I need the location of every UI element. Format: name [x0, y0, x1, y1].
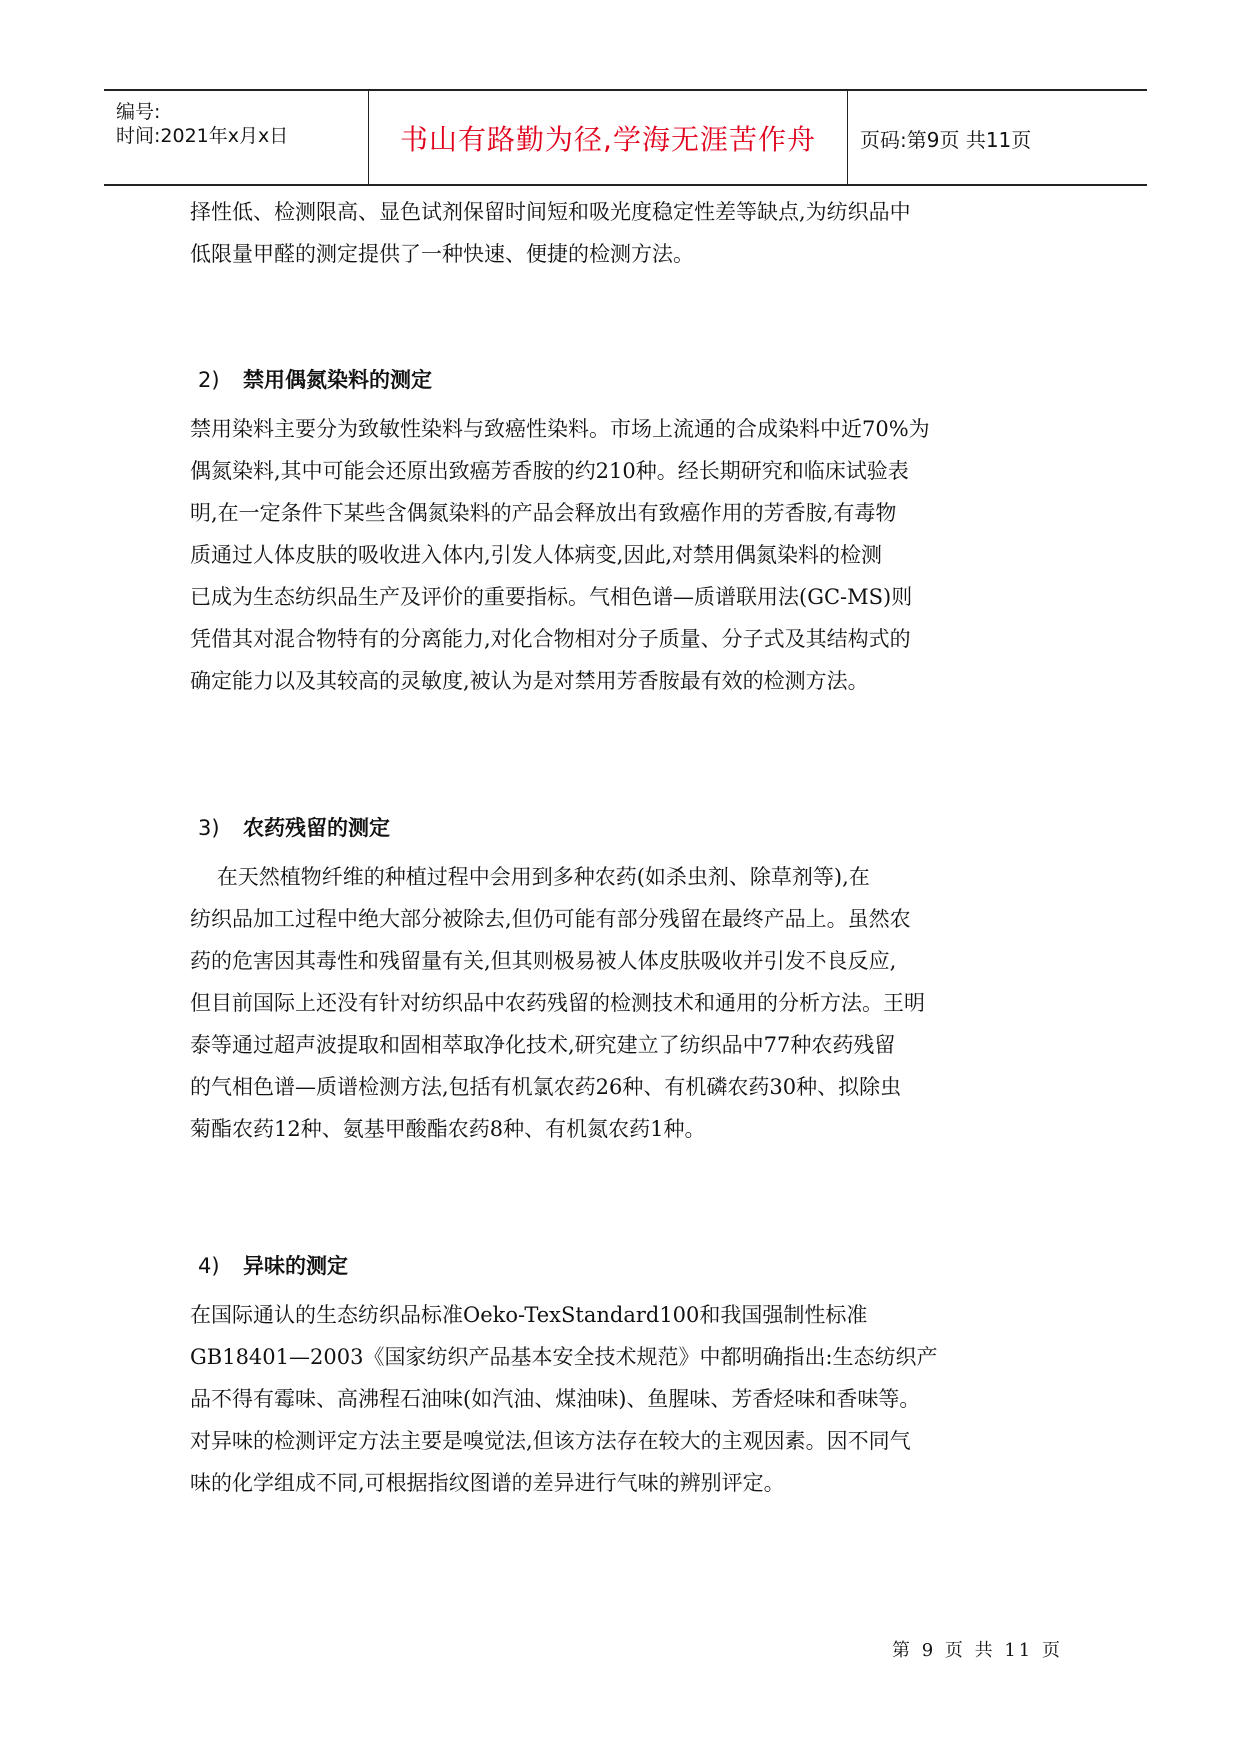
- section-number: 2): [198, 368, 220, 392]
- paragraph-line: GB18401—2003《国家纺织产品基本安全技术规范》中都明确指出:生态纺织产: [190, 1345, 938, 1369]
- paragraph-line: 确定能力以及其较高的灵敏度,被认为是对禁用芳香胺最有效的检测方法。: [190, 669, 869, 693]
- paragraph-line: 偶氮染料,其中可能会还原出致癌芳香胺的约210种。经长期研究和临床试验表: [190, 459, 909, 483]
- header-page-cell: [846, 91, 1147, 184]
- section-paragraph-pesticide-residue: [190, 856, 1060, 1150]
- section-title: 异味的测定: [243, 1254, 348, 1278]
- paragraph-line: 味的化学组成不同,可根据指纹图谱的差异进行气味的辨别评定。: [190, 1471, 785, 1495]
- paragraph-line: 明,在一定条件下某些含偶氮染料的产品会释放出有致癌作用的芳香胺,有毒物: [190, 501, 897, 525]
- header-page-code: 页码:第9页 共11页: [860, 128, 1032, 152]
- paragraph-line: 对异味的检测评定方法主要是嗅觉法,但该方法存在较大的主观因素。因不同气: [190, 1429, 911, 1453]
- section-heading-azo-dyes: [198, 364, 432, 394]
- header-info-cell: [104, 91, 368, 184]
- section-title: 禁用偶氮染料的测定: [243, 368, 432, 392]
- paragraph-line: 在国际通认的生态纺织品标准Oeko-TexStandard100和我国强制性标准: [190, 1303, 868, 1327]
- paragraph-line: 的气相色谱—质谱检测方法,包括有机氯农药26种、有机磷农药30种、拟除虫: [190, 1075, 902, 1099]
- page-footer: 第 9 页 共 11 页: [892, 1640, 1063, 1661]
- paragraph-line: 泰等通过超声波提取和固相萃取净化技术,研究建立了纺织品中77种农药残留: [190, 1033, 896, 1057]
- paragraph-line: 质通过人体皮肤的吸收进入体内,引发人体病变,因此,对禁用偶氮染料的检测: [190, 543, 883, 567]
- paragraph-line: 择性低、检测限高、显色试剂保留时间短和吸光度稳定性差等缺点,为纺织品中: [190, 200, 911, 224]
- section-title: 农药残留的测定: [243, 816, 390, 840]
- paragraph-line: 已成为生态纺织品生产及评价的重要指标。气相色谱—质谱联用法(GC-MS)则: [190, 585, 913, 609]
- paragraph-line: 凭借其对混合物特有的分离能力,对化合物相对分子质量、分子式及其结构式的: [190, 627, 911, 651]
- paragraph-line: 低限量甲醛的测定提供了一种快速、便捷的检测方法。: [190, 242, 694, 266]
- header-motto: 书山有路勤为径,学海无涯苦作舟: [400, 123, 816, 156]
- paragraph-line: 禁用染料主要分为致敏性染料与致癌性染料。市场上流通的合成染料中近70%为: [190, 417, 930, 441]
- intro-paragraph: [190, 191, 1060, 275]
- page-header: [104, 89, 1147, 186]
- paragraph-line: 纺织品加工过程中绝大部分被除去,但仍可能有部分残留在最终产品上。虽然农: [190, 907, 911, 931]
- document-number-label: 编号:: [116, 101, 161, 123]
- paragraph-line: 药的危害因其毒性和残留量有关,但其则极易被人体皮肤吸收并引发不良反应,: [190, 949, 897, 973]
- section-number: 3): [198, 816, 220, 840]
- section-heading-odor: [198, 1250, 348, 1280]
- section-paragraph-odor: [190, 1294, 1060, 1504]
- paragraph-line: 但目前国际上还没有针对纺织品中农药残留的检测技术和通用的分析方法。王明: [190, 991, 925, 1015]
- paragraph-line: 在天然植物纤维的种植过程中会用到多种农药(如杀虫剂、除草剂等),在: [190, 865, 870, 889]
- section-number: 4): [198, 1254, 220, 1278]
- section-heading-pesticide-residue: [198, 812, 390, 842]
- document-time-label: 时间:2021年x月x日: [116, 125, 289, 147]
- header-motto-cell: [368, 91, 848, 184]
- paragraph-line: 品不得有霉味、高沸程石油味(如汽油、煤油味)、鱼腥味、芳香烃味和香味等。: [190, 1387, 921, 1411]
- paragraph-line: 菊酯农药12种、氨基甲酸酯农药8种、有机氮农药1种。: [190, 1117, 706, 1141]
- section-paragraph-azo-dyes: [190, 408, 1060, 702]
